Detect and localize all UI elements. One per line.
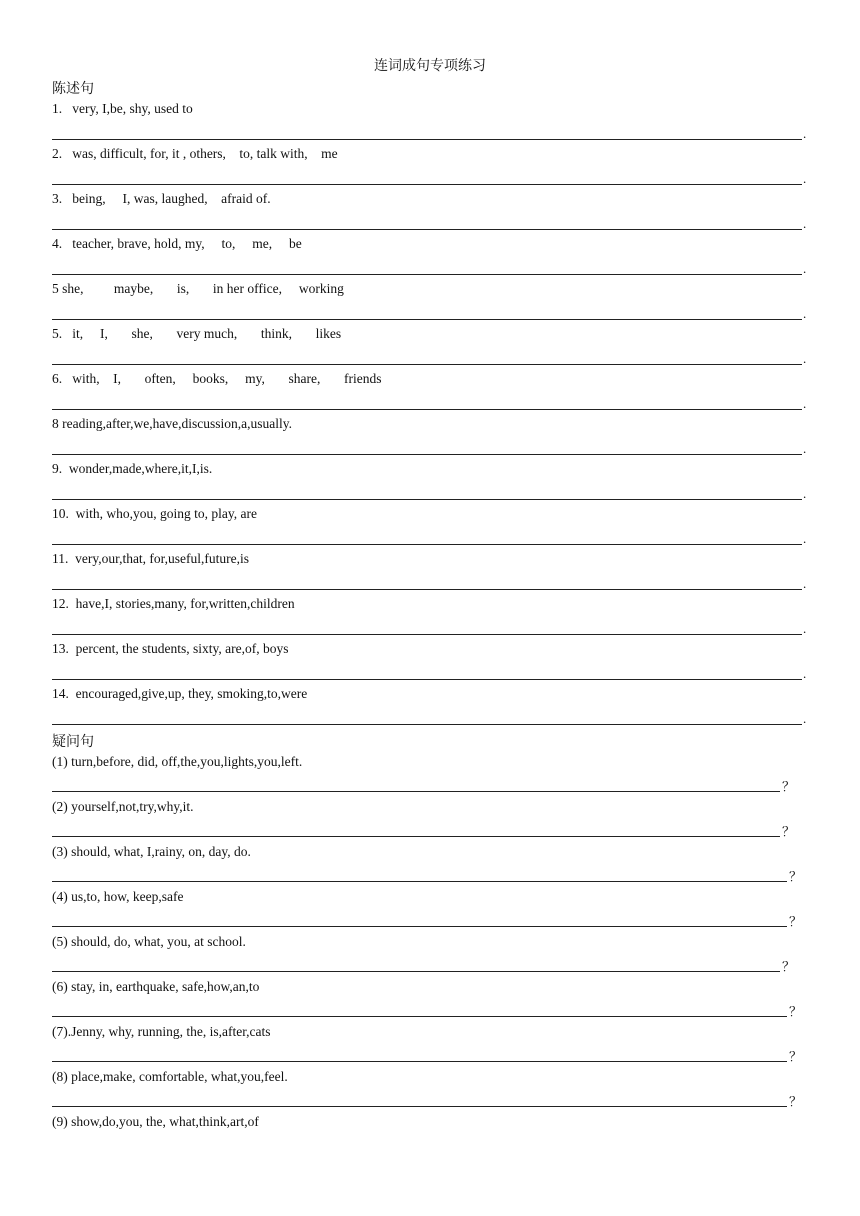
- statement-prompt: 2. was, difficult, for, it , others, to, talk with, me: [52, 146, 338, 161]
- question-prompt: (1) turn,before, did, off,the,you,lights,you,left.: [52, 754, 303, 769]
- answer-line[interactable]: [52, 791, 780, 792]
- question-mark: ？: [782, 779, 796, 794]
- question-mark: ？: [789, 1094, 803, 1109]
- question-prompt: (6) stay, in, earthquake, safe,how,an,to: [52, 979, 260, 994]
- question-prompt: (5) should, do, what, you, at school.: [52, 934, 246, 949]
- period-mark: .: [803, 486, 807, 501]
- answer-line[interactable]: [52, 544, 802, 545]
- answer-line[interactable]: [52, 499, 802, 500]
- answer-line[interactable]: [52, 274, 802, 275]
- section-heading-statements: 陈述句: [52, 82, 94, 97]
- question-prompt: (7).Jenny, why, running, the, is,after,cats: [52, 1024, 271, 1039]
- statement-prompt: 5 she, maybe, is, in her office, working: [52, 281, 344, 296]
- answer-line[interactable]: [52, 319, 802, 320]
- period-mark: .: [803, 396, 807, 411]
- question-mark: ？: [782, 824, 796, 839]
- page-title: 连词成句专项练习: [374, 59, 486, 74]
- question-prompt: (8) place,make, comfortable, what,you,feel.: [52, 1069, 288, 1084]
- answer-line[interactable]: [52, 364, 802, 365]
- answer-line[interactable]: [52, 634, 802, 635]
- answer-line[interactable]: [52, 409, 802, 410]
- answer-line[interactable]: [52, 454, 802, 455]
- period-mark: .: [803, 531, 807, 546]
- answer-line[interactable]: [52, 1016, 787, 1017]
- period-mark: .: [803, 306, 807, 321]
- question-mark: ？: [789, 869, 803, 884]
- question-mark: ？: [782, 959, 796, 974]
- statement-prompt: 4. teacher, brave, hold, my, to, me, be: [52, 236, 302, 251]
- answer-line[interactable]: [52, 139, 802, 140]
- period-mark: .: [803, 126, 807, 141]
- question-prompt: (2) yourself,not,try,why,it.: [52, 799, 194, 814]
- period-mark: .: [803, 441, 807, 456]
- question-prompt: (3) should, what, I,rainy, on, day, do.: [52, 844, 251, 859]
- period-mark: .: [803, 576, 807, 591]
- answer-line[interactable]: [52, 184, 802, 185]
- period-mark: .: [803, 216, 807, 231]
- answer-line[interactable]: [52, 229, 802, 230]
- statement-prompt: 14. encouraged,give,up, they, smoking,to,were: [52, 686, 308, 701]
- section-heading-questions: 疑问句: [52, 735, 94, 750]
- statement-prompt: 6. with, I, often, books, my, share, friends: [52, 371, 382, 386]
- question-mark: ？: [789, 914, 803, 929]
- statement-prompt: 9. wonder,made,where,it,I,is.: [52, 461, 213, 476]
- statement-prompt: 5. it, I, she, very much, think, likes: [52, 326, 342, 341]
- answer-line[interactable]: [52, 1061, 787, 1062]
- answer-line[interactable]: [52, 881, 787, 882]
- period-mark: .: [803, 711, 807, 726]
- answer-line[interactable]: [52, 679, 802, 680]
- question-prompt: (9) show,do,you, the, what,think,art,of: [52, 1114, 259, 1129]
- question-mark: ？: [789, 1004, 803, 1019]
- question-mark: ？: [789, 1049, 803, 1064]
- statement-prompt: 3. being, I, was, laughed, afraid of.: [52, 191, 271, 206]
- answer-line[interactable]: [52, 1106, 787, 1107]
- period-mark: .: [803, 621, 807, 636]
- statement-prompt: 10. with, who,you, going to, play, are: [52, 506, 257, 521]
- answer-line[interactable]: [52, 836, 780, 837]
- statement-prompt: 13. percent, the students, sixty, are,of, boys: [52, 641, 289, 656]
- answer-line[interactable]: [52, 724, 802, 725]
- answer-line[interactable]: [52, 926, 787, 927]
- period-mark: .: [803, 666, 807, 681]
- question-prompt: (4) us,to, how, keep,safe: [52, 889, 184, 904]
- statement-prompt: 8 reading,after,we,have,discussion,a,usually.: [52, 416, 293, 431]
- answer-line[interactable]: [52, 589, 802, 590]
- statement-prompt: 11. very,our,that, for,useful,future,is: [52, 551, 249, 566]
- period-mark: .: [803, 261, 807, 276]
- statement-prompt: 12. have,I, stories,many, for,written,children: [52, 596, 295, 611]
- statement-prompt: 1. very, I,be, shy, used to: [52, 101, 193, 116]
- period-mark: .: [803, 351, 807, 366]
- answer-line[interactable]: [52, 971, 780, 972]
- period-mark: .: [803, 171, 807, 186]
